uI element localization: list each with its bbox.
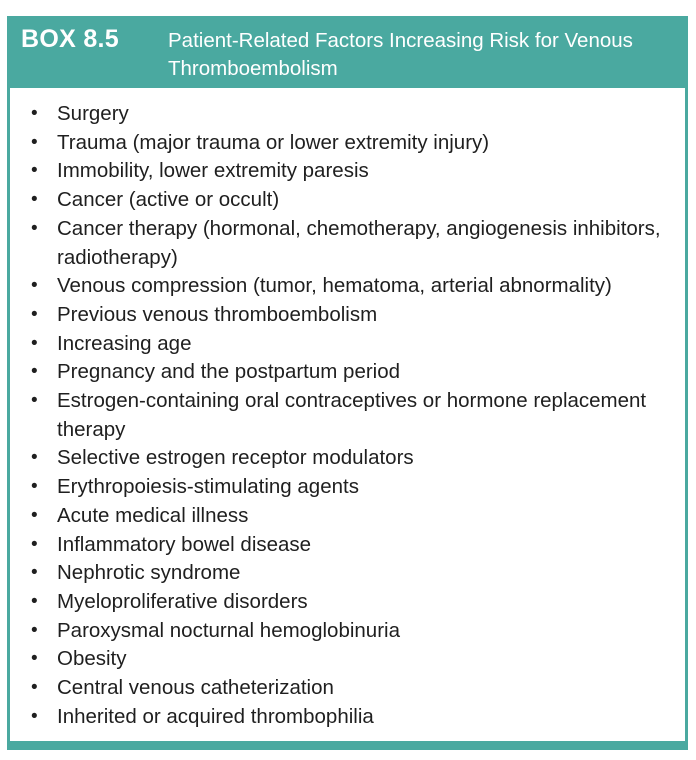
- list-item: [10, 100, 685, 129]
- list-item-text: Estrogen-containing oral contraceptives or hormone replacement therapy: [57, 389, 647, 441]
- list-item: [10, 617, 685, 646]
- list-item-text: Cancer therapy (hormonal, chemotherapy, angiogenesis inhibitors, radiotherapy): [57, 216, 661, 269]
- box-footer-bar: [10, 741, 685, 750]
- box-number: BOX 8.5: [21, 25, 119, 53]
- list-item: [10, 215, 685, 272]
- bullet-icon: •: [31, 533, 38, 555]
- list-item-text: Immobility, lower extremity paresis: [57, 159, 369, 183]
- bullet-icon: •: [31, 275, 38, 297]
- bullet-icon: •: [31, 705, 38, 727]
- list-item-text: Central venous catheterization: [57, 676, 334, 700]
- list-item: [10, 559, 685, 588]
- list-item: [10, 444, 685, 473]
- list-item-text: Obesity: [57, 647, 127, 671]
- list-item: [10, 473, 685, 502]
- list-item: [10, 674, 685, 703]
- list-item-text: Myeloproliferative disorders: [57, 589, 308, 613]
- info-box: [7, 16, 688, 750]
- list-item: [10, 129, 685, 158]
- bullet-icon: •: [31, 103, 38, 124]
- list-item: [10, 272, 685, 301]
- list-item-text: Selective estrogen receptor modulators: [57, 446, 414, 470]
- bullet-icon: •: [31, 677, 38, 699]
- list-item: [10, 645, 685, 674]
- list-item: [10, 531, 685, 560]
- list-item: [10, 387, 685, 444]
- bullet-icon: •: [31, 562, 38, 584]
- bullet-icon: •: [31, 303, 38, 325]
- bullet-icon: •: [31, 447, 38, 469]
- list-item-text: Cancer (active or occult): [57, 188, 280, 212]
- list-item-text: Trauma (major trauma or lower extremity injury): [57, 130, 490, 154]
- bullet-icon: •: [31, 619, 38, 641]
- list-item-text: Acute medical illness: [57, 503, 249, 527]
- bullet-icon: •: [31, 504, 38, 526]
- list-item: [10, 186, 685, 215]
- list-item: [10, 301, 685, 330]
- box-title: Patient-Related Factors Increasing Risk for Venous Thromboembolism: [168, 29, 633, 80]
- list-item-text: Erythropoiesis-stimulating agents: [57, 475, 359, 499]
- list-item: [10, 358, 685, 387]
- list-item: [10, 157, 685, 186]
- bullet-icon: •: [31, 476, 38, 498]
- list-item-text: Previous venous thromboembolism: [57, 302, 378, 326]
- list-item-text: Pregnancy and the postpartum period: [57, 360, 401, 384]
- bullet-icon: •: [31, 217, 38, 239]
- list-item: [10, 330, 685, 359]
- box-header: [10, 16, 685, 88]
- list-item: [10, 703, 685, 732]
- list-item-text: Increasing age: [57, 331, 192, 355]
- list-item-text: Venous compression (tumor, hematoma, arterial abnormality): [57, 274, 612, 298]
- bullet-icon: •: [31, 648, 38, 670]
- risk-factor-list: [10, 100, 685, 731]
- bullet-icon: •: [31, 332, 38, 354]
- list-item: [10, 502, 685, 531]
- list-item: [10, 588, 685, 617]
- list-item-text: Nephrotic syndrome: [57, 561, 241, 585]
- bullet-icon: •: [31, 160, 38, 182]
- list-item-text: Inherited or acquired thrombophilia: [57, 704, 374, 728]
- bullet-icon: •: [31, 361, 38, 383]
- list-item-text: Surgery: [57, 102, 129, 125]
- list-item-text: Inflammatory bowel disease: [57, 532, 312, 556]
- bullet-icon: •: [31, 390, 38, 412]
- bullet-icon: •: [31, 189, 38, 211]
- bullet-icon: •: [31, 131, 38, 153]
- list-item-text: Paroxysmal nocturnal hemoglobinuria: [57, 618, 400, 642]
- bullet-icon: •: [31, 590, 38, 612]
